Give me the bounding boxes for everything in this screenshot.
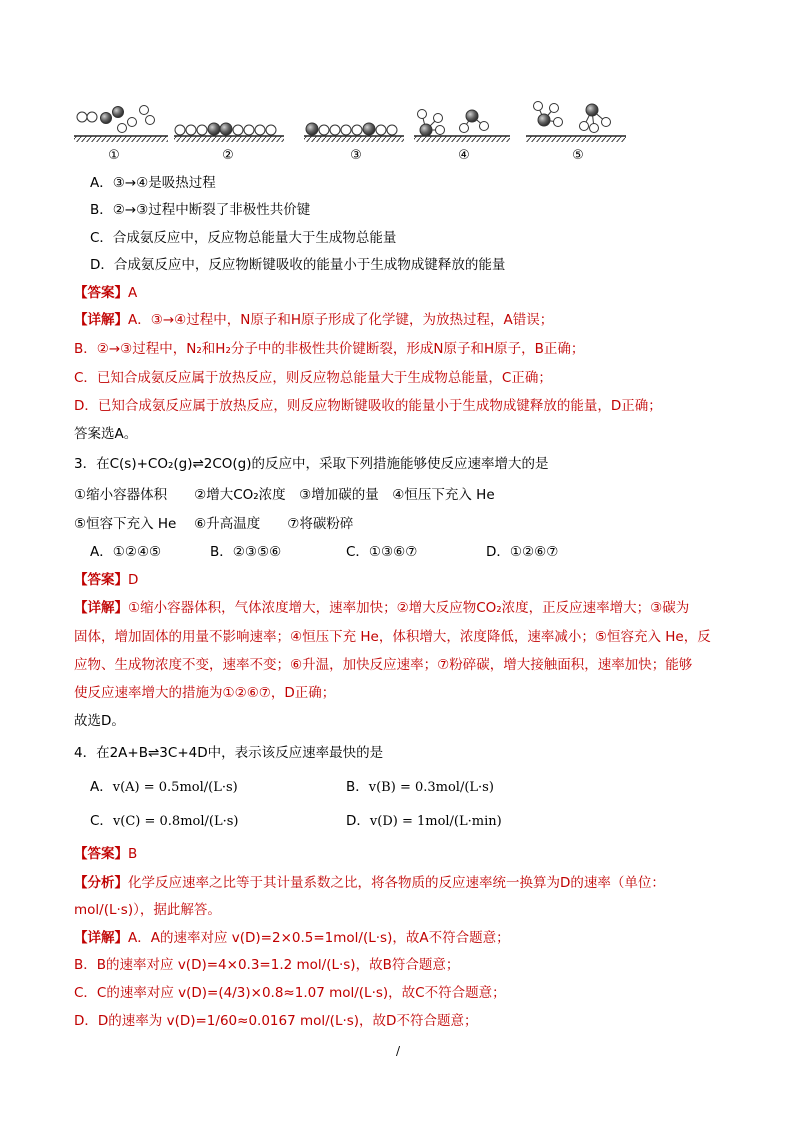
adsorption-diagram-svg [70, 96, 630, 166]
q4-detail-line-1 [74, 929, 510, 947]
page-number: / [396, 1044, 401, 1058]
detail-text: ①缩小容器体积，气体浓度增大，速率加快；②增大反应物CO₂浓度，正反应速率增大；③碳为 [128, 600, 690, 616]
q3-measures-1: ①缩小容器体积 ②增大CO₂浓度 ③增加碳的量 ④恒压下充入 He [74, 487, 495, 503]
answer-value: D [128, 572, 139, 588]
figure-label-5: ⑤ [572, 148, 584, 163]
surface-5 [526, 102, 626, 143]
q2-option-a: A．③→④是吸热过程 [90, 175, 216, 191]
option-label: A． [90, 779, 113, 795]
q4-detail-line-4: D．D的速率为 v(D)=1/60≈0.0167 mol/(L·s)，故D不符合题意； [74, 1013, 478, 1029]
figure-label-4: ④ [458, 148, 470, 163]
q3-option-d: D．①②⑥⑦ [486, 544, 559, 560]
answer-tag: 【答案】 [74, 846, 128, 862]
detail-tag: 【详解】 [74, 600, 128, 616]
analysis-tag: 【分析】 [74, 875, 128, 891]
q2-option-b: B．②→③过程中断裂了非极性共价键 [90, 202, 311, 218]
option-expr: v(D) = 1mol/(L·min) [369, 814, 502, 829]
q3-detail-line-4: 使反应速率增大的措施为①②⑥⑦，D正确； [74, 685, 336, 701]
q3-option-b: B．②③⑤⑥ [210, 544, 282, 560]
q2-answer [74, 284, 137, 302]
q2-conclusion: 答案选A。 [74, 426, 138, 442]
q2-detail-line-2: B．②→③过程中，N₂和H₂分子中的非极性共价键断裂，形成N原子和H原子，B正确； [74, 341, 585, 357]
option-label: C． [90, 813, 113, 829]
option-expr: v(C) = 0.8mol/(L·s) [112, 814, 239, 829]
q3-conclusion: 故选D。 [74, 713, 125, 729]
q4-option-d [346, 812, 502, 831]
adsorption-diagram [70, 96, 630, 166]
figure-label-2: ② [222, 148, 234, 163]
analysis-text: 化学反应速率之比等于其计量系数之比，将各物质的反应速率统一换算为D的速率（单位： [128, 875, 665, 891]
q3-option-a: A．①②④⑤ [90, 544, 162, 560]
q4-detail-line-3: C．C的速率对应 v(D)=(4/3)×0.8≈1.07 mol/(L·s)，故C不符合题意； [74, 985, 506, 1001]
option-expr: v(A) = 0.5mol/(L·s) [112, 780, 238, 795]
answer-value: A [128, 285, 138, 301]
q2-detail-line-1 [74, 311, 553, 329]
q4-option-b [346, 778, 494, 797]
q3-option-c: C．①③⑥⑦ [346, 544, 418, 560]
figure-label-3: ③ [350, 148, 362, 163]
q2-detail-line-4: D．已知合成氨反应属于放热反应，则反应物断键吸收的能量小于生成物成键释放的能量，D正确； [74, 398, 662, 414]
q4-analysis-line-2: mol/(L·s)），据此解答。 [74, 902, 221, 918]
surface-3 [304, 123, 404, 142]
q2-option-c: C．合成氨反应中，反应物总能量大于生成物总能量 [90, 230, 397, 246]
q3-detail-line-2: 固体，增加固体的用量不影响速率；④恒压下充 He，体积增大，浓度降低，速率减小；⑤恒容充入 He，反 [74, 629, 711, 645]
option-label: B． [346, 779, 369, 795]
surface-4 [414, 110, 510, 143]
q3-answer [74, 571, 138, 589]
q4-analysis-line-1 [74, 874, 665, 892]
q4-option-c [90, 812, 238, 831]
q3-stem: 3．在C(s)+CO₂(g)⇌2CO(g)的反应中，采取下列措施能够使反应速率增大的是 [74, 456, 549, 472]
detail-tag: 【详解】 [74, 312, 128, 328]
answer-tag: 【答案】 [74, 572, 128, 588]
answer-tag: 【答案】 [74, 285, 128, 301]
surface-2 [174, 123, 284, 142]
q4-answer [74, 845, 137, 863]
q4-detail-line-2: B．B的速率对应 v(D)=4×0.3=1.2 mol/(L·s)，故B符合题意； [74, 957, 460, 973]
detail-text: A．③→④过程中，N原子和H原子形成了化学键，为放热过程，A错误； [128, 312, 554, 328]
q2-option-d: D．合成氨反应中，反应物断键吸收的能量小于生成物成键释放的能量 [90, 257, 506, 273]
surface-1 [74, 106, 168, 143]
answer-value: B [128, 846, 138, 862]
q3-detail-line-3: 应物、生成物浓度不变，速率不变；⑥升温，加快反应速率；⑦粉碎碳，增大接触面积，速率加快；能够 [74, 657, 693, 673]
option-label: D． [346, 813, 370, 829]
q3-measures-2: ⑤恒容下充入 He ⑥升高温度 ⑦将碳粉碎 [74, 516, 354, 532]
q2-detail-line-3: C．已知合成氨反应属于放热反应，则反应物总能量大于生成物总能量，C正确； [74, 370, 552, 386]
q4-stem: 4．在2A+B⇌3C+4D中，表示该反应速率最快的是 [74, 745, 384, 761]
q3-detail-line-1 [74, 599, 689, 617]
q4-option-a [90, 778, 238, 797]
detail-tag: 【详解】 [74, 930, 128, 946]
figure-label-1: ① [108, 148, 120, 163]
detail-text: A．A的速率对应 v(D)=2×0.5=1mol/(L·s)，故A不符合题意； [128, 930, 510, 946]
option-expr: v(B) = 0.3mol/(L·s) [368, 780, 494, 795]
